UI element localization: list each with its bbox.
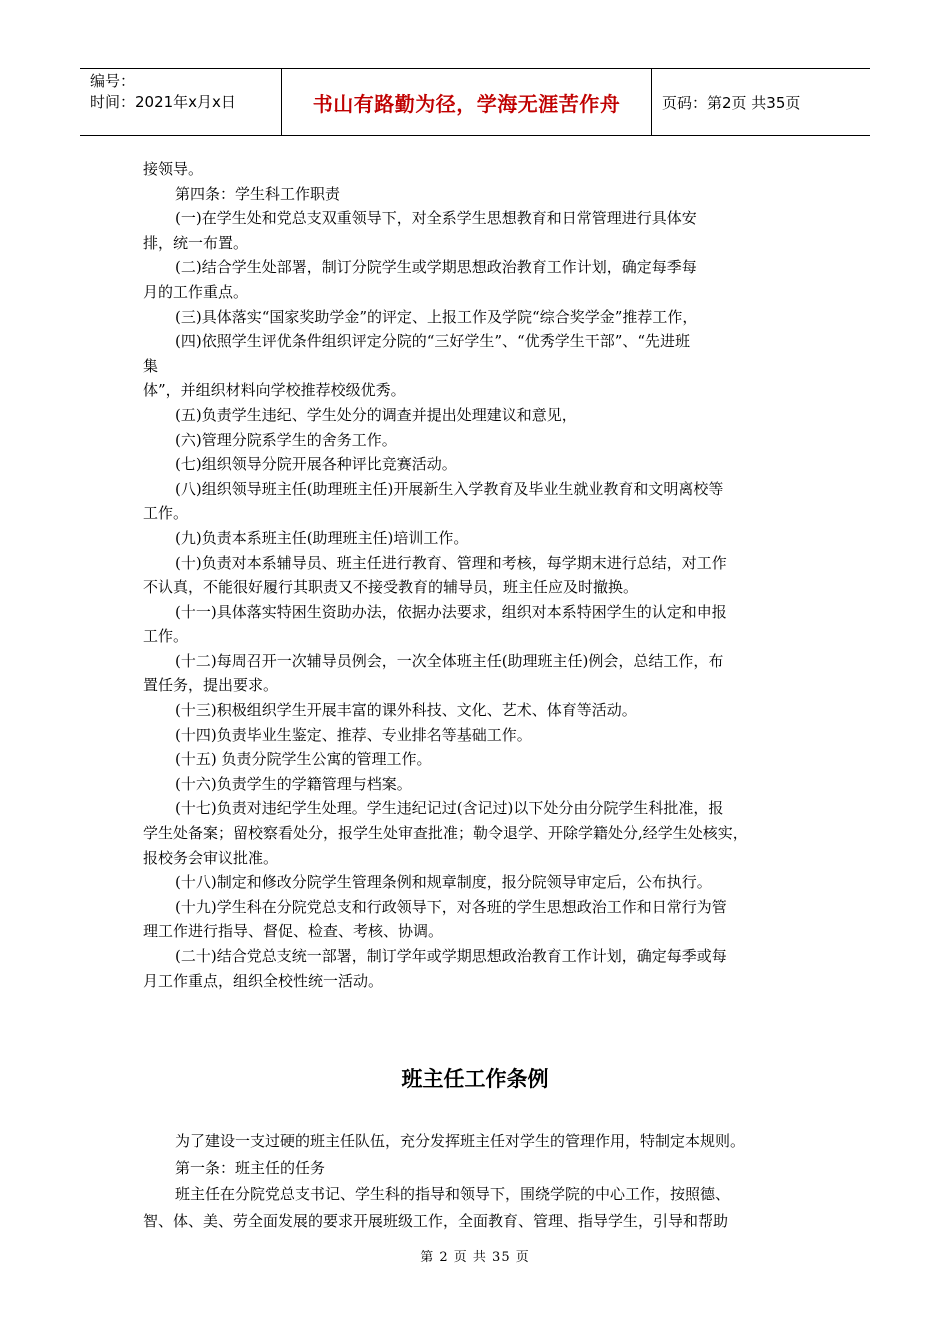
text-line: 接领导。 <box>143 160 204 178</box>
text-line: (九)负责本系班主任(助理班主任)培训工作。 <box>175 528 469 547</box>
text-line: (八)组织领导班主任(助理班主任)开展新生入学教育及毕业生就业教育和文明离校等 <box>175 479 724 498</box>
text-line: (十七)负责对违纪学生处理。学生违纪记过(含记过)以下处分由分院学生科批准，报 <box>175 799 724 818</box>
text-line: (十九)学生科在分院党总支和行政领导下，对各班的学生思想政治工作和日常行为管 <box>175 897 727 916</box>
text-line: (六)管理分院系学生的舍务工作。 <box>175 430 397 449</box>
text-line: (五)负责学生违纪、学生处分的调查并提出处理建议和意见， <box>175 405 577 424</box>
text-line: 工作。 <box>143 627 189 646</box>
text-line: (十)负责对本系辅导员、班主任进行教育、管理和考核，每学期末进行总结，对工作 <box>175 553 727 572</box>
text-line: 排，统一布置。 <box>143 233 249 252</box>
text-line: (十八)制定和修改分院学生管理条例和规章制度，报分院领导审定后，公布执行。 <box>175 873 712 892</box>
text-line: (二)结合学生处部署，制订分院学生或学期思想政治教育工作计划，确定每季每 <box>175 258 697 277</box>
text-line: 月的工作重点。 <box>143 282 249 301</box>
body-text <box>143 157 833 993</box>
text-line: 智、体、美、劳全面发展的要求开展班级工作，全面教育、管理、指导学生，引导和帮助 <box>143 1211 729 1230</box>
header-motto: 书山有路勤为径，学海无涯苦作舟 <box>282 69 652 135</box>
text-line: 月工作重点，组织全校性统一活动。 <box>143 971 384 990</box>
text-line: (十三)积极组织学生开展丰富的课外科技、文化、艺术、体育等活动。 <box>175 701 637 720</box>
text-line: (十一)具体落实特困生资助办法，依据办法要求，组织对本系特困学生的认定和申报 <box>175 602 727 621</box>
text-line: 置任务，提出要求。 <box>143 676 279 695</box>
text-line: (七)组织领导分院开展各种评比竞赛活动。 <box>175 455 457 474</box>
text-line: 报校务会审议批准。 <box>143 848 279 867</box>
text-line: (十四)负责毕业生鉴定、推荐、专业排名等基础工作。 <box>175 725 532 744</box>
text-line: 不认真，不能很好履行其职责又不接受教育的辅导员，班主任应及时撤换。 <box>143 578 639 597</box>
document-date-label: 时间：2021年x月x日 <box>90 93 236 111</box>
page-header <box>80 68 870 136</box>
text-line: 第四条：学生科工作职责 <box>175 184 341 203</box>
text-line: (三)具体落实“国家奖助学金”的评定、上报工作及学院“综合奖学金”推荐工作， <box>175 307 698 326</box>
section-title: 班主任工作条例 <box>401 1067 549 1091</box>
text-line: 理工作进行指导、督促、检查、考核、协调。 <box>143 922 444 941</box>
text-line: (十五) 负责分院学生公寓的管理工作。 <box>175 750 432 769</box>
page-footer: 第 2 页 共 35 页 <box>420 1250 530 1265</box>
text-line: 学生处备案；留校察看处分，报学生处审查批准；勒令退学、开除学籍处分,经学生处核实， <box>143 824 748 843</box>
text-line: 第一条：班主任的任务 <box>175 1158 326 1177</box>
text-line: 体”，并组织材料向学校推荐校级优秀。 <box>143 381 406 400</box>
text-line: (十六)负责学生的学籍管理与档案。 <box>175 774 412 793</box>
text-line: (十二)每周召开一次辅导员例会，一次全体班主任(助理班主任)例会，总结工作，布 <box>175 651 724 670</box>
text-line: 为了建设一支过硬的班主任队伍，充分发挥班主任对学生的管理作用，特制定本规则。 <box>175 1132 746 1150</box>
section-body-text <box>143 1128 833 1234</box>
header-meta <box>80 69 282 135</box>
text-line: 工作。 <box>143 504 189 523</box>
text-line: (一)在学生处和党总支双重领导下，对全系学生思想教育和日常管理进行具体安 <box>175 209 697 228</box>
text-line: 班主任在分院党总支书记、学生科的指导和领导下，围绕学院的中心工作，按照德、 <box>175 1185 731 1203</box>
header-page-info: 页码：第2页 共35页 <box>662 93 801 112</box>
document-number-label: 编号： <box>90 72 136 90</box>
text-line: 集 <box>143 356 159 375</box>
text-line: (四)依照学生评优条件组织评定分院的“三好学生”、“优秀学生干部”、“先进班 <box>175 332 691 351</box>
text-line: (二十)结合党总支统一部署，制订学年或学期思想政治教育工作计划，确定每季或每 <box>175 947 727 965</box>
